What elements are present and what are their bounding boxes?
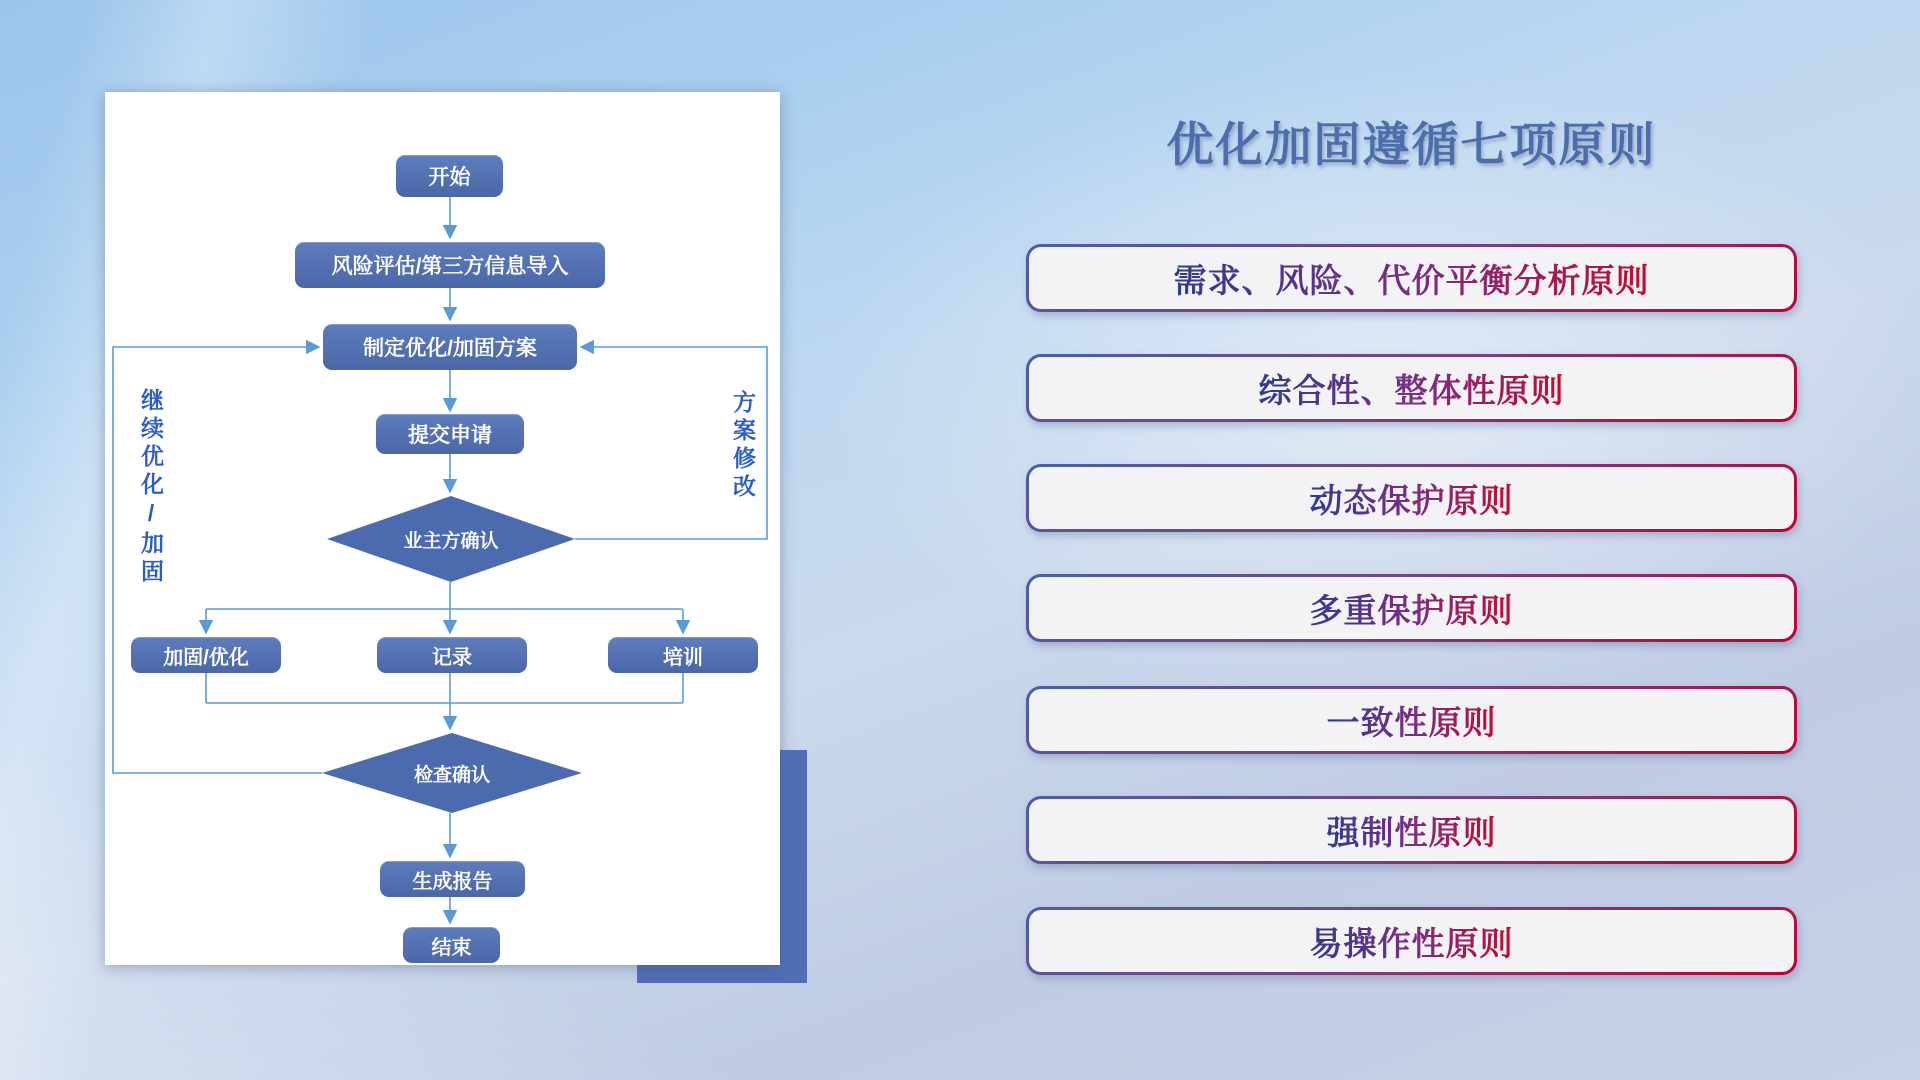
principle-box-7: [1026, 907, 1797, 975]
principle-box-4-inner: [1029, 577, 1794, 639]
principle-box-3: [1026, 464, 1797, 532]
flow-node-make-plan-label: 制定优化/加固方案: [363, 337, 537, 360]
principle-label-6: 强制性原则: [1327, 807, 1497, 854]
principle-box-7-inner: [1029, 910, 1794, 972]
flow-node-training: [608, 637, 758, 673]
flow-node-risk-import: [295, 242, 605, 288]
principle-box-2-inner: [1029, 357, 1794, 419]
flow-node-start-label: 开始: [428, 166, 471, 189]
flow-node-submit: [376, 414, 524, 454]
principle-box-1-inner: [1029, 247, 1794, 309]
flow-node-check-confirm: [352, 758, 552, 788]
flow-node-submit-label: 提交申请: [408, 424, 492, 447]
flow-node-start: [396, 155, 503, 197]
principle-box-6-inner: [1029, 799, 1794, 861]
flow-node-record: [377, 637, 527, 673]
principle-label-1: 需求、风险、代价平衡分析原则: [1174, 255, 1650, 302]
slide-title: 优化加固遵循七项原则: [1166, 118, 1657, 171]
flow-node-make-plan: [323, 324, 577, 370]
flow-node-risk-import-label: 风险评估/第三方信息导入: [331, 255, 569, 278]
flow-node-harden: [131, 637, 281, 673]
flow-node-training-label: 培训: [663, 646, 703, 669]
principle-box-2: [1026, 354, 1797, 422]
flow-node-owner-confirm-label: 业主方确认: [403, 530, 499, 552]
principle-label-3: 动态保护原则: [1310, 475, 1514, 522]
principle-box-5-inner: [1029, 689, 1794, 751]
principle-label-2: 综合性、整体性原则: [1259, 365, 1565, 412]
flow-node-end: [403, 927, 500, 963]
principle-label-5: 一致性原则: [1327, 697, 1497, 744]
flow-node-report-label: 生成报告: [412, 870, 493, 893]
flow-node-harden-label: 加固/优化: [163, 646, 249, 669]
flow-label-continue-loop: 继续优化/加固: [138, 388, 164, 587]
flow-node-report: [380, 861, 525, 897]
flowchart-card: [105, 92, 780, 965]
flow-label-revise-loop: 方案修改: [730, 390, 756, 502]
flow-node-owner-confirm: [351, 524, 551, 554]
principle-box-6: [1026, 796, 1797, 864]
flow-node-check-confirm-label: 检查确认: [413, 764, 490, 786]
principle-box-5: [1026, 686, 1797, 754]
principle-label-4: 多重保护原则: [1310, 585, 1514, 632]
principle-label-7: 易操作性原则: [1310, 918, 1514, 965]
flow-node-end-label: 结束: [431, 936, 472, 959]
flow-node-record-label: 记录: [432, 646, 472, 669]
principle-box-4: [1026, 574, 1797, 642]
principle-box-1: [1026, 244, 1797, 312]
principle-box-3-inner: [1029, 467, 1794, 529]
